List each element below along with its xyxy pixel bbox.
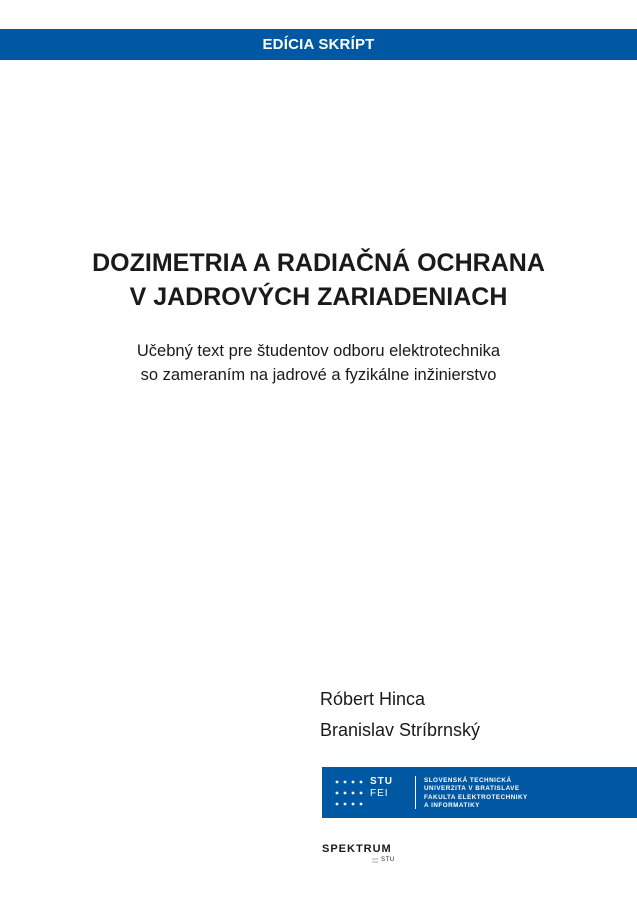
university-name-line-1: SLOVENSKÁ TECHNICKÁ (424, 777, 512, 784)
author-name: Branislav Stríbrnský (320, 720, 481, 740)
book-title-line-1: DOZIMETRIA A RADIAČNÁ OCHRANA (92, 249, 545, 277)
university-abbreviation (370, 776, 393, 800)
faculty-name-line-1: FAKULTA ELEKTROTECHNIKY (424, 794, 528, 801)
authors-list (320, 684, 480, 746)
university-full-name (424, 777, 528, 810)
edition-label: EDÍCIA SKRÍPT (262, 36, 375, 53)
edition-banner (0, 29, 637, 60)
book-subtitle-line-1: Učebný text pre študentov odboru elektrotechnika (136, 342, 501, 360)
university-logo-banner (322, 767, 637, 818)
publisher-sub-label: STU (381, 857, 395, 863)
publisher-dots-icon (372, 858, 379, 863)
faculty-name-line-2: A INFORMATIKY (424, 802, 480, 809)
book-subtitle (0, 339, 637, 387)
author-name: Róbert Hinca (320, 689, 426, 709)
publisher-name: SPEKTRUM (322, 843, 392, 855)
logo-divider (415, 776, 416, 809)
publisher-sub (372, 857, 395, 863)
faculty-abbr: FEI (370, 788, 389, 799)
stu-dot-grid-icon (334, 779, 366, 807)
university-abbr: STU (370, 776, 393, 787)
book-title-line-2: V JADROVÝCH ZARIADENIACH (129, 283, 508, 311)
university-name-line-2: UNIVERZITA V BRATISLAVE (424, 785, 520, 792)
book-title (0, 246, 637, 314)
book-subtitle-line-2: so zameraním na jadrové a fyzikálne inžinierstvo (140, 366, 497, 384)
